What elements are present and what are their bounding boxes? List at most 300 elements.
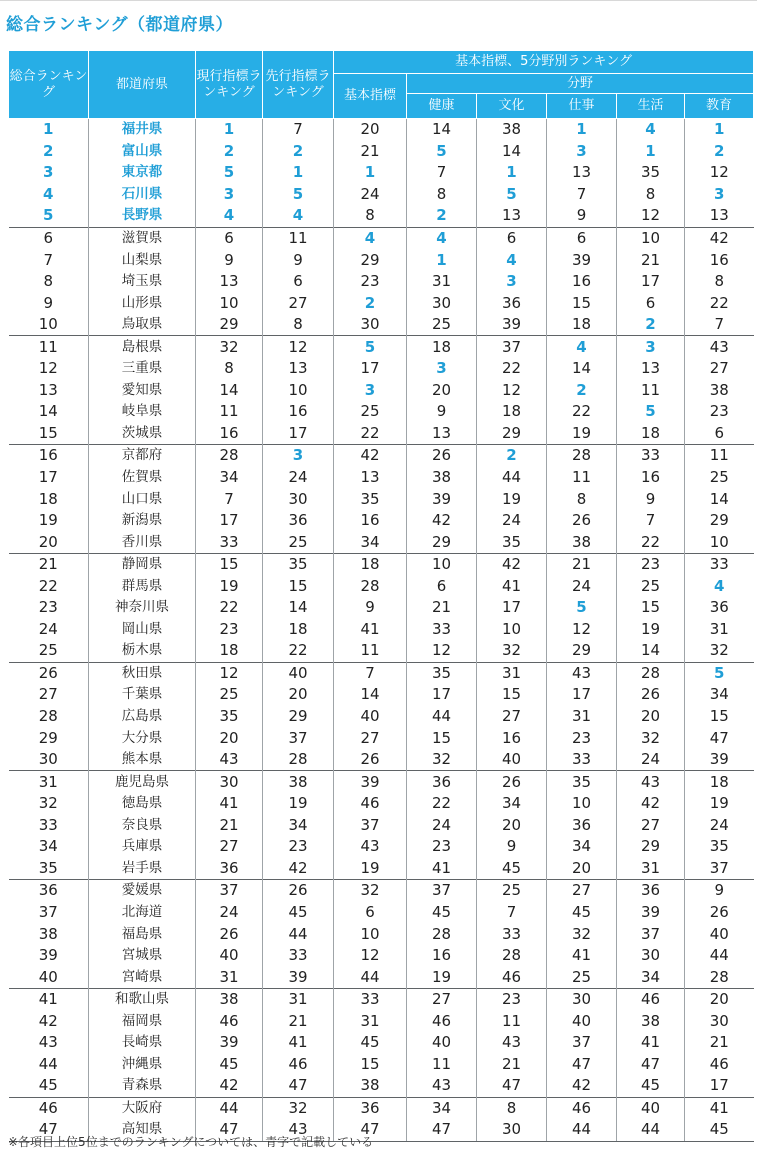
- overall-rank-cell: 39: [38, 946, 58, 965]
- education-cell: 34: [685, 684, 754, 706]
- prefecture-cell: 広島県: [89, 706, 196, 728]
- education-cell: 12: [685, 162, 754, 184]
- life-cell: 26: [617, 684, 685, 706]
- life-cell: 18: [617, 423, 685, 445]
- life-cell: 8: [617, 184, 685, 206]
- current-index-cell: 40: [196, 945, 263, 967]
- basic-index-cell: 32: [334, 880, 407, 902]
- overall-rank-cell: 1: [9, 119, 89, 141]
- health-cell: 47: [407, 1119, 477, 1141]
- health-cell: 1: [407, 249, 477, 271]
- basic-index-cell: 29: [334, 249, 407, 271]
- basic-index-cell: 1: [334, 162, 407, 184]
- current-index-cell: 12: [196, 662, 263, 684]
- work-cell: 13: [547, 162, 617, 184]
- header-leading-index: 先行指標ランキング: [263, 51, 334, 119]
- health-cell: 23: [407, 836, 477, 858]
- prefecture-cell: 高知県: [89, 1119, 196, 1141]
- current-index-cell: 27: [196, 836, 263, 858]
- work-cell: 7: [547, 184, 617, 206]
- education-cell: 5: [685, 662, 754, 684]
- current-index-cell: 10: [196, 292, 263, 314]
- culture-cell: 13: [477, 205, 547, 227]
- culture-cell: 29: [477, 423, 547, 445]
- work-cell: 25: [547, 966, 617, 988]
- health-cell: 42: [407, 510, 477, 532]
- education-cell: 38: [685, 380, 754, 402]
- leading-index-cell: 9: [263, 249, 334, 271]
- current-index-cell: 20: [196, 727, 263, 749]
- culture-cell: 39: [477, 314, 547, 336]
- current-index-cell: 39: [196, 1032, 263, 1054]
- culture-cell: 46: [477, 966, 547, 988]
- basic-index-cell: 28: [334, 575, 407, 597]
- work-cell: 21: [547, 553, 617, 575]
- prefecture-cell: 大阪府: [89, 1097, 196, 1119]
- prefecture-cell: 熊本県: [89, 749, 196, 771]
- basic-index-cell: 46: [334, 793, 407, 815]
- health-cell: 25: [407, 314, 477, 336]
- table-row: [9, 1010, 754, 1032]
- table-row: [9, 358, 754, 380]
- health-cell: 35: [407, 662, 477, 684]
- table-row: [9, 619, 754, 641]
- work-cell: 37: [547, 1032, 617, 1054]
- education-cell: 9: [685, 880, 754, 902]
- prefecture-cell: 徳島県: [89, 793, 196, 815]
- prefecture-cell: 埼玉県: [89, 271, 196, 293]
- overall-rank-cell: 30: [38, 750, 58, 769]
- current-index-cell: 18: [196, 640, 263, 662]
- basic-index-cell: 35: [334, 488, 407, 510]
- health-cell: 39: [407, 488, 477, 510]
- leading-index-cell: 12: [263, 336, 334, 358]
- education-cell: 31: [685, 619, 754, 641]
- current-index-cell: 5: [196, 162, 263, 184]
- life-cell: 6: [617, 292, 685, 314]
- basic-index-cell: 20: [334, 119, 407, 141]
- header-field-life: 生活: [617, 94, 685, 119]
- culture-cell: 26: [477, 771, 547, 793]
- basic-index-cell: 36: [334, 1097, 407, 1119]
- prefecture-cell: 神奈川県: [89, 597, 196, 619]
- education-cell: 8: [685, 271, 754, 293]
- work-cell: 4: [547, 336, 617, 358]
- work-cell: 20: [547, 858, 617, 880]
- life-cell: 38: [617, 1010, 685, 1032]
- current-index-cell: 32: [196, 336, 263, 358]
- prefecture-cell: 東京都: [89, 162, 196, 184]
- overall-rank-cell: 33: [38, 815, 58, 834]
- table-row: [9, 858, 754, 880]
- life-cell: 13: [617, 358, 685, 380]
- life-cell: 1: [617, 141, 685, 163]
- health-cell: 31: [407, 271, 477, 293]
- life-cell: 41: [617, 1032, 685, 1054]
- basic-index-cell: 3: [334, 380, 407, 402]
- current-index-cell: 33: [196, 531, 263, 553]
- education-cell: 1: [685, 119, 754, 141]
- table-row: [9, 640, 754, 662]
- life-cell: 9: [617, 488, 685, 510]
- culture-cell: 34: [477, 793, 547, 815]
- page-title: 総合ランキング（都道府県）: [6, 15, 233, 35]
- health-cell: 16: [407, 945, 477, 967]
- table-row: [9, 662, 754, 684]
- life-cell: 33: [617, 445, 685, 467]
- table-row: [9, 227, 754, 249]
- header-current-index: 現行指標ランキング: [196, 51, 263, 119]
- leading-index-cell: 21: [263, 1010, 334, 1032]
- health-cell: 38: [407, 467, 477, 489]
- health-cell: 13: [407, 423, 477, 445]
- education-cell: 20: [685, 988, 754, 1010]
- work-cell: 39: [547, 249, 617, 271]
- table-row: [9, 119, 754, 141]
- overall-rank-cell: 20: [38, 532, 58, 551]
- health-cell: 19: [407, 966, 477, 988]
- prefecture-cell: 和歌山県: [89, 988, 196, 1010]
- health-cell: 44: [407, 706, 477, 728]
- life-cell: 29: [617, 836, 685, 858]
- education-cell: 7: [685, 314, 754, 336]
- life-cell: 7: [617, 510, 685, 532]
- health-cell: 32: [407, 749, 477, 771]
- culture-cell: 42: [477, 553, 547, 575]
- current-index-cell: 34: [196, 467, 263, 489]
- life-cell: 19: [617, 619, 685, 641]
- table-row: [9, 945, 754, 967]
- culture-cell: 7: [477, 902, 547, 924]
- overall-rank-cell: 9: [43, 293, 54, 312]
- table-row: [9, 1032, 754, 1054]
- prefecture-cell: 静岡県: [89, 553, 196, 575]
- overall-rank-cell: 46: [9, 1097, 89, 1119]
- education-cell: 13: [685, 205, 754, 227]
- prefecture-cell: 千葉県: [89, 684, 196, 706]
- leading-index-cell: 39: [263, 966, 334, 988]
- current-index-cell: 41: [196, 793, 263, 815]
- culture-cell: 5: [477, 184, 547, 206]
- table-row: [9, 184, 754, 206]
- health-cell: 2: [407, 205, 477, 227]
- prefecture-cell: 佐賀県: [89, 467, 196, 489]
- culture-cell: 10: [477, 619, 547, 641]
- basic-index-cell: 7: [334, 662, 407, 684]
- health-cell: 12: [407, 640, 477, 662]
- basic-index-cell: 9: [334, 597, 407, 619]
- leading-index-cell: 44: [263, 923, 334, 945]
- header-field-health: 健康: [407, 94, 477, 119]
- prefecture-cell: 福井県: [89, 119, 196, 141]
- current-index-cell: 4: [196, 205, 263, 227]
- basic-index-cell: 17: [334, 358, 407, 380]
- basic-index-cell: 30: [334, 314, 407, 336]
- leading-index-cell: 27: [263, 292, 334, 314]
- table-row: [9, 510, 754, 532]
- education-cell: 30: [685, 1010, 754, 1032]
- education-cell: 17: [685, 1075, 754, 1097]
- health-cell: 6: [407, 575, 477, 597]
- prefecture-cell: 愛媛県: [89, 880, 196, 902]
- health-cell: 27: [407, 988, 477, 1010]
- leading-index-cell: 24: [263, 467, 334, 489]
- work-cell: 22: [547, 401, 617, 423]
- overall-rank-cell: 10: [38, 315, 58, 334]
- work-cell: 5: [547, 597, 617, 619]
- education-cell: 27: [685, 358, 754, 380]
- culture-cell: 4: [477, 249, 547, 271]
- culture-cell: 40: [477, 749, 547, 771]
- basic-index-cell: 13: [334, 467, 407, 489]
- life-cell: 35: [617, 162, 685, 184]
- current-index-cell: 44: [196, 1097, 263, 1119]
- work-cell: 38: [547, 531, 617, 553]
- current-index-cell: 1: [196, 119, 263, 141]
- current-index-cell: 22: [196, 597, 263, 619]
- education-cell: 4: [685, 575, 754, 597]
- overall-rank-cell: 24: [38, 619, 58, 638]
- header-field-education: 教育: [685, 94, 754, 119]
- health-cell: 15: [407, 727, 477, 749]
- leading-index-cell: 2: [263, 141, 334, 163]
- basic-index-cell: 27: [334, 727, 407, 749]
- overall-rank-cell: 38: [38, 924, 58, 943]
- life-cell: 14: [617, 640, 685, 662]
- education-cell: 41: [685, 1097, 754, 1119]
- education-cell: 16: [685, 249, 754, 271]
- health-cell: 21: [407, 597, 477, 619]
- current-index-cell: 6: [196, 227, 263, 249]
- leading-index-cell: 13: [263, 358, 334, 380]
- health-cell: 24: [407, 815, 477, 837]
- leading-index-cell: 11: [263, 227, 334, 249]
- table-row: [9, 531, 754, 553]
- prefecture-cell: 石川県: [89, 184, 196, 206]
- education-cell: 36: [685, 597, 754, 619]
- life-cell: 11: [617, 380, 685, 402]
- culture-cell: 1: [477, 162, 547, 184]
- prefecture-cell: 茨城県: [89, 423, 196, 445]
- life-cell: 42: [617, 793, 685, 815]
- prefecture-cell: 山口県: [89, 488, 196, 510]
- life-cell: 20: [617, 706, 685, 728]
- culture-cell: 30: [477, 1119, 547, 1141]
- education-cell: 15: [685, 706, 754, 728]
- table-row: [9, 815, 754, 837]
- life-cell: 45: [617, 1075, 685, 1097]
- overall-rank-cell: 5: [43, 206, 54, 225]
- prefecture-cell: 北海道: [89, 902, 196, 924]
- current-index-cell: 46: [196, 1010, 263, 1032]
- health-cell: 43: [407, 1075, 477, 1097]
- basic-index-cell: 10: [334, 923, 407, 945]
- overall-rank-cell: 44: [38, 1054, 58, 1073]
- work-cell: 43: [547, 662, 617, 684]
- culture-cell: 45: [477, 858, 547, 880]
- prefecture-cell: 沖縄県: [89, 1054, 196, 1076]
- table-row: [9, 771, 754, 793]
- basic-index-cell: 41: [334, 619, 407, 641]
- current-index-cell: 47: [196, 1119, 263, 1141]
- basic-index-cell: 26: [334, 749, 407, 771]
- leading-index-cell: 41: [263, 1032, 334, 1054]
- culture-cell: 6: [477, 227, 547, 249]
- education-cell: 37: [685, 858, 754, 880]
- current-index-cell: 26: [196, 923, 263, 945]
- life-cell: 2: [617, 314, 685, 336]
- leading-index-cell: 15: [263, 575, 334, 597]
- table-row: [9, 988, 754, 1010]
- life-cell: 12: [617, 205, 685, 227]
- prefecture-cell: 京都府: [89, 445, 196, 467]
- basic-index-cell: 34: [334, 531, 407, 553]
- culture-cell: 31: [477, 662, 547, 684]
- work-cell: 16: [547, 271, 617, 293]
- education-cell: 6: [685, 423, 754, 445]
- work-cell: 6: [547, 227, 617, 249]
- prefecture-cell: 山形県: [89, 292, 196, 314]
- basic-index-cell: 18: [334, 553, 407, 575]
- health-cell: 40: [407, 1032, 477, 1054]
- prefecture-cell: 鹿児島県: [89, 771, 196, 793]
- current-index-cell: 15: [196, 553, 263, 575]
- table-row: [9, 271, 754, 293]
- basic-index-cell: 25: [334, 401, 407, 423]
- work-cell: 24: [547, 575, 617, 597]
- table-row: [9, 423, 754, 445]
- basic-index-cell: 22: [334, 423, 407, 445]
- prefecture-cell: 兵庫県: [89, 836, 196, 858]
- education-cell: 23: [685, 401, 754, 423]
- education-cell: 35: [685, 836, 754, 858]
- work-cell: 36: [547, 815, 617, 837]
- current-index-cell: 30: [196, 771, 263, 793]
- work-cell: 23: [547, 727, 617, 749]
- current-index-cell: 38: [196, 988, 263, 1010]
- health-cell: 20: [407, 380, 477, 402]
- overall-rank-cell: 43: [38, 1033, 58, 1052]
- life-cell: 10: [617, 227, 685, 249]
- leading-index-cell: 37: [263, 727, 334, 749]
- leading-index-cell: 34: [263, 815, 334, 837]
- prefecture-cell: 青森県: [89, 1075, 196, 1097]
- prefecture-cell: 大分県: [89, 727, 196, 749]
- table-row: [9, 336, 754, 358]
- leading-index-cell: 17: [263, 423, 334, 445]
- education-cell: 22: [685, 292, 754, 314]
- basic-index-cell: 40: [334, 706, 407, 728]
- ranking-table: [8, 50, 754, 1142]
- leading-index-cell: 14: [263, 597, 334, 619]
- prefecture-cell: 三重県: [89, 358, 196, 380]
- life-cell: 25: [617, 575, 685, 597]
- overall-rank-cell: 15: [38, 423, 58, 442]
- overall-rank-cell: 47: [9, 1119, 89, 1141]
- basic-index-cell: 15: [334, 1054, 407, 1076]
- prefecture-cell: 宮崎県: [89, 966, 196, 988]
- culture-cell: 2: [477, 445, 547, 467]
- prefecture-cell: 滋賀県: [89, 227, 196, 249]
- leading-index-cell: 28: [263, 749, 334, 771]
- overall-rank-cell: 12: [38, 359, 58, 378]
- culture-cell: 47: [477, 1075, 547, 1097]
- current-index-cell: 28: [196, 445, 263, 467]
- work-cell: 47: [547, 1054, 617, 1076]
- prefecture-cell: 秋田県: [89, 662, 196, 684]
- leading-index-cell: 6: [263, 271, 334, 293]
- table-row: [9, 205, 754, 227]
- table-row: [9, 401, 754, 423]
- overall-rank-cell: 41: [9, 988, 89, 1010]
- education-cell: 14: [685, 488, 754, 510]
- table-row: [9, 553, 754, 575]
- life-cell: 44: [617, 1119, 685, 1141]
- culture-cell: 19: [477, 488, 547, 510]
- prefecture-cell: 香川県: [89, 531, 196, 553]
- work-cell: 44: [547, 1119, 617, 1141]
- current-index-cell: 24: [196, 902, 263, 924]
- education-cell: 21: [685, 1032, 754, 1054]
- table-row: [9, 793, 754, 815]
- work-cell: 46: [547, 1097, 617, 1119]
- education-cell: 44: [685, 945, 754, 967]
- footnote: ※各項目上位5位までのランキングについては、青字で記載している: [8, 1135, 374, 1149]
- leading-index-cell: 40: [263, 662, 334, 684]
- basic-index-cell: 8: [334, 205, 407, 227]
- overall-rank-cell: 26: [9, 662, 89, 684]
- work-cell: 35: [547, 771, 617, 793]
- basic-index-cell: 39: [334, 771, 407, 793]
- basic-index-cell: 38: [334, 1075, 407, 1097]
- table-row: [9, 749, 754, 771]
- health-cell: 34: [407, 1097, 477, 1119]
- life-cell: 4: [617, 119, 685, 141]
- overall-rank-cell: 42: [38, 1011, 58, 1030]
- leading-index-cell: 36: [263, 510, 334, 532]
- basic-index-cell: 19: [334, 858, 407, 880]
- life-cell: 43: [617, 771, 685, 793]
- overall-rank-cell: 32: [38, 794, 58, 813]
- leading-index-cell: 10: [263, 380, 334, 402]
- prefecture-cell: 栃木県: [89, 640, 196, 662]
- leading-index-cell: 16: [263, 401, 334, 423]
- health-cell: 17: [407, 684, 477, 706]
- health-cell: 8: [407, 184, 477, 206]
- current-index-cell: 3: [196, 184, 263, 206]
- leading-index-cell: 7: [263, 119, 334, 141]
- life-cell: 17: [617, 271, 685, 293]
- overall-rank-cell: 23: [38, 598, 58, 617]
- education-cell: 18: [685, 771, 754, 793]
- education-cell: 3: [685, 184, 754, 206]
- basic-index-cell: 47: [334, 1119, 407, 1141]
- work-cell: 17: [547, 684, 617, 706]
- basic-index-cell: 43: [334, 836, 407, 858]
- health-cell: 18: [407, 336, 477, 358]
- current-index-cell: 14: [196, 380, 263, 402]
- prefecture-cell: 奈良県: [89, 815, 196, 837]
- work-cell: 42: [547, 1075, 617, 1097]
- basic-index-cell: 24: [334, 184, 407, 206]
- current-index-cell: 2: [196, 141, 263, 163]
- table-row: [9, 141, 754, 163]
- work-cell: 31: [547, 706, 617, 728]
- header-basic-group: 基本指標、5分野別ランキング: [334, 51, 754, 74]
- health-cell: 22: [407, 793, 477, 815]
- culture-cell: 25: [477, 880, 547, 902]
- culture-cell: 17: [477, 597, 547, 619]
